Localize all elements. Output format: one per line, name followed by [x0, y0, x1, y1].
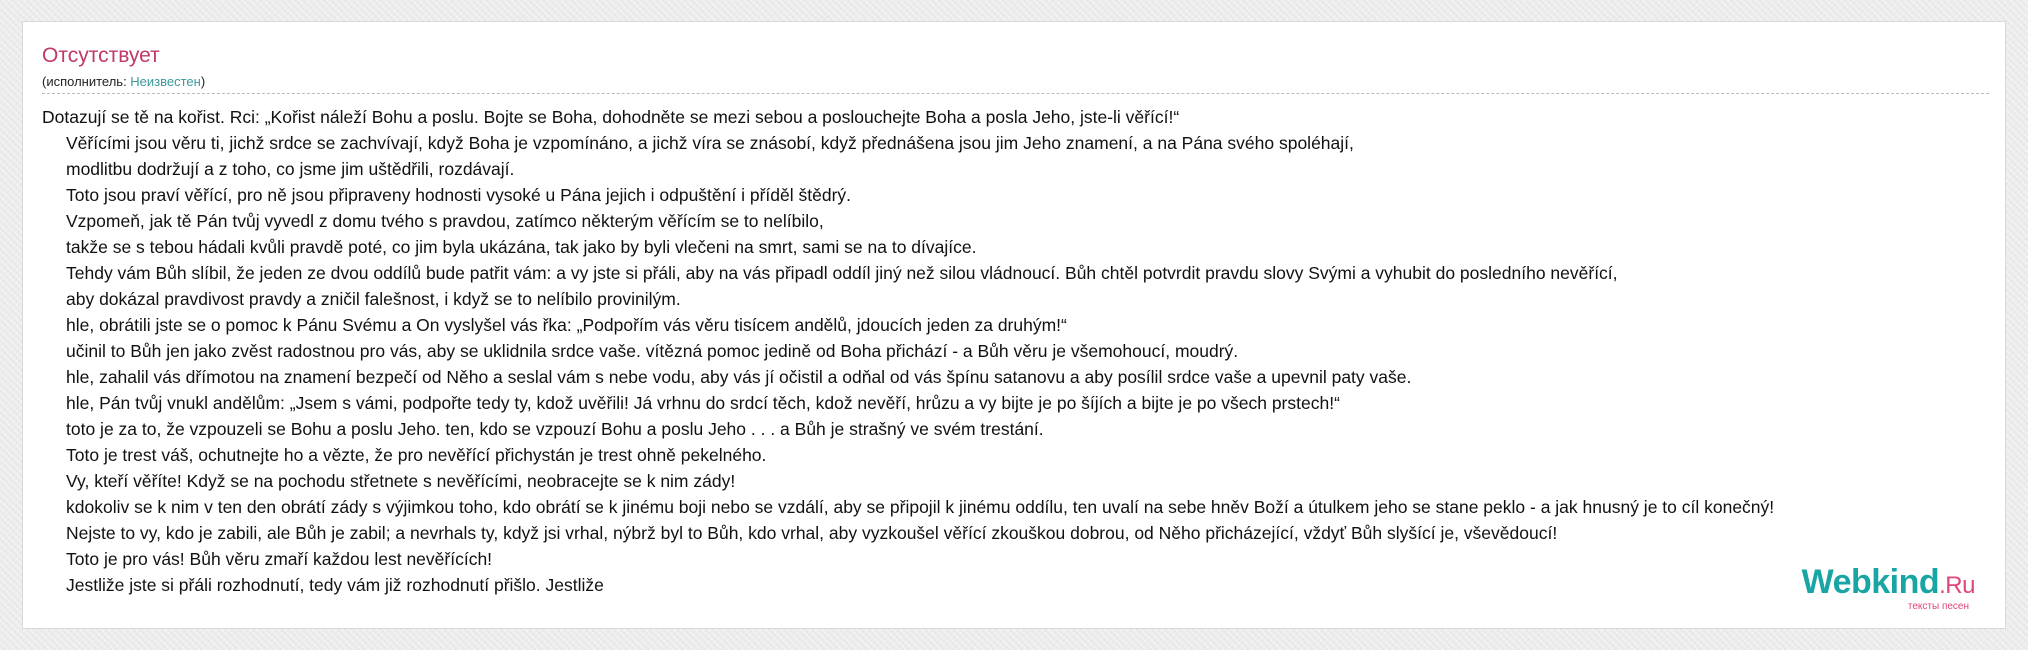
- lyrics-line: učinil to Bůh jen jako zvěst radostnou pro vás, aby se uklidnila srdce vaše. vítězná pomoc jedině od Boha přichází - a Bůh věru je všemohoucí, moudrý.: [66, 341, 1239, 361]
- lyrics-line: hle, obrátili jste se o pomoc k Pánu Svému a On vyslyšel vás řka: „Podpořím vás věru tisícem andělů, jdoucích jeden za druhým!“: [66, 315, 1067, 335]
- lyrics-line: Věřícími jsou věru ti, jichž srdce se zachvívají, když Boha je vzpomínáno, a jichž víra se znásobí, když přednášena jsou jim Jeho znamení, a na Pána svého spoléhají,: [66, 133, 1354, 153]
- lyrics-line: Toto je trest váš, ochutnejte ho a vězte, že pro nevěřící přichystán je trest ohně pekelného.: [66, 445, 767, 465]
- lyrics-line: Toto je pro vás! Bůh věru zmaří každou lest nevěřících!: [66, 549, 493, 569]
- song-title: Отсутствует: [42, 44, 160, 67]
- lyrics-card: [22, 21, 2006, 629]
- lyrics-line: Nejste to vy, kdo je zabili, ale Bůh je zabil; a nevrhals ty, když jsi vrhal, nýbrž byl to Bůh, kdo vrhal, aby vyzkoušel věřící zkouškou dobrou, od Něho přicházející, vždyť Bůh slyšící je, vševědoucí!: [66, 523, 1558, 543]
- performer-line: [42, 74, 205, 90]
- lyrics-line: takže se s tebou hádali kvůli pravdě poté, co jim byla ukázána, tak jako by byli vlečeni na smrt, sami se na to dívajíce.: [66, 237, 977, 257]
- lyrics-line: Vy, kteří věříte! Když se na pochodu střetnete s nevěřícími, neobracejte se k nim zády!: [66, 471, 736, 491]
- performer-prefix: (исполнитель:: [42, 74, 131, 89]
- lyrics-line: Vzpomeň, jak tě Pán tvůj vyvedl z domu tvého s pravdou, zatímco některým věřícím se to nelíbilo,: [66, 211, 824, 231]
- lyrics-line: Tehdy vám Bůh slíbil, že jeden ze dvou oddílů bude patřit vám: a vy jste si přáli, aby na vás připadl oddíl jiný než silou vládnoucí. Bůh chtěl potvrdit pravdu slovy Svými a vyhubit do posledního nevěřící,: [66, 263, 1618, 283]
- lyrics-line: kdokoliv se k nim v ten den obrátí zády s výjimkou toho, kdo obrátí se k jinému boji nebo se vzdálí, aby se připojil k jinému oddílu, ten uvalí na sebe hněv Boží a útulkem jeho se stane peklo - a jak hnusný je to cíl konečný!: [66, 497, 1775, 517]
- lyrics-line: modlitbu dodržují a z toho, co jsme jim uštědřili, rozdávají.: [66, 159, 515, 179]
- performer-link[interactable]: Неизвестен: [130, 74, 201, 89]
- performer-suffix: ): [200, 74, 206, 89]
- title-divider: [42, 93, 1989, 94]
- logo-suffix: .Ru: [1939, 572, 1975, 599]
- logo-name: Webkind: [1801, 563, 1940, 601]
- lyrics-text: [42, 104, 2006, 598]
- logo-wordmark: [1802, 564, 1975, 604]
- lyrics-line: Toto jsou praví věřící, pro ně jsou připraveny hodnosti vysoké u Pána jejich i odpuštění i příděl štědrý.: [66, 185, 852, 205]
- lyrics-line: hle, zahalil vás dřímotou na znamení bezpečí od Něho a seslal vám s nebe vodu, aby vás jí očistil a odňal od vás špínu satanovu a aby posílil srdce vaše a upevnil paty vaše.: [66, 367, 1412, 387]
- lyrics-line: hle, Pán tvůj vnukl andělům: „Jsem s vámi, podpořte tedy ty, kdož uvěřili! Já vrhnu do srdcí těch, kdož nevěří, hrůzu a vy bijte je po šíjích a bijte je po všech prstech!“: [66, 393, 1340, 413]
- lyrics-line: toto je za to, že vzpouzeli se Bohu a poslu Jeho. ten, kdo se vzpouzí Bohu a poslu Jeho . . . a Bůh je strašný ve svém trestání.: [66, 419, 1044, 439]
- webkind-logo[interactable]: [1802, 564, 1975, 612]
- logo-tagline: тексты песен: [1907, 601, 1969, 612]
- lyrics-line: Dotazují se tě na kořist. Rci: „Kořist náleží Bohu a poslu. Bojte se Boha, dohodněte se mezi sebou a poslouchejte Boha a posla Jeho, jste-li věřící!“: [42, 107, 1180, 127]
- lyrics-line: aby dokázal pravdivost pravdy a zničil falešnost, i když se to nelíbilo provinilým.: [66, 289, 681, 309]
- lyrics-line: Jestliže jste si přáli rozhodnutí, tedy vám již rozhodnutí přišlo. Jestliže: [66, 575, 604, 595]
